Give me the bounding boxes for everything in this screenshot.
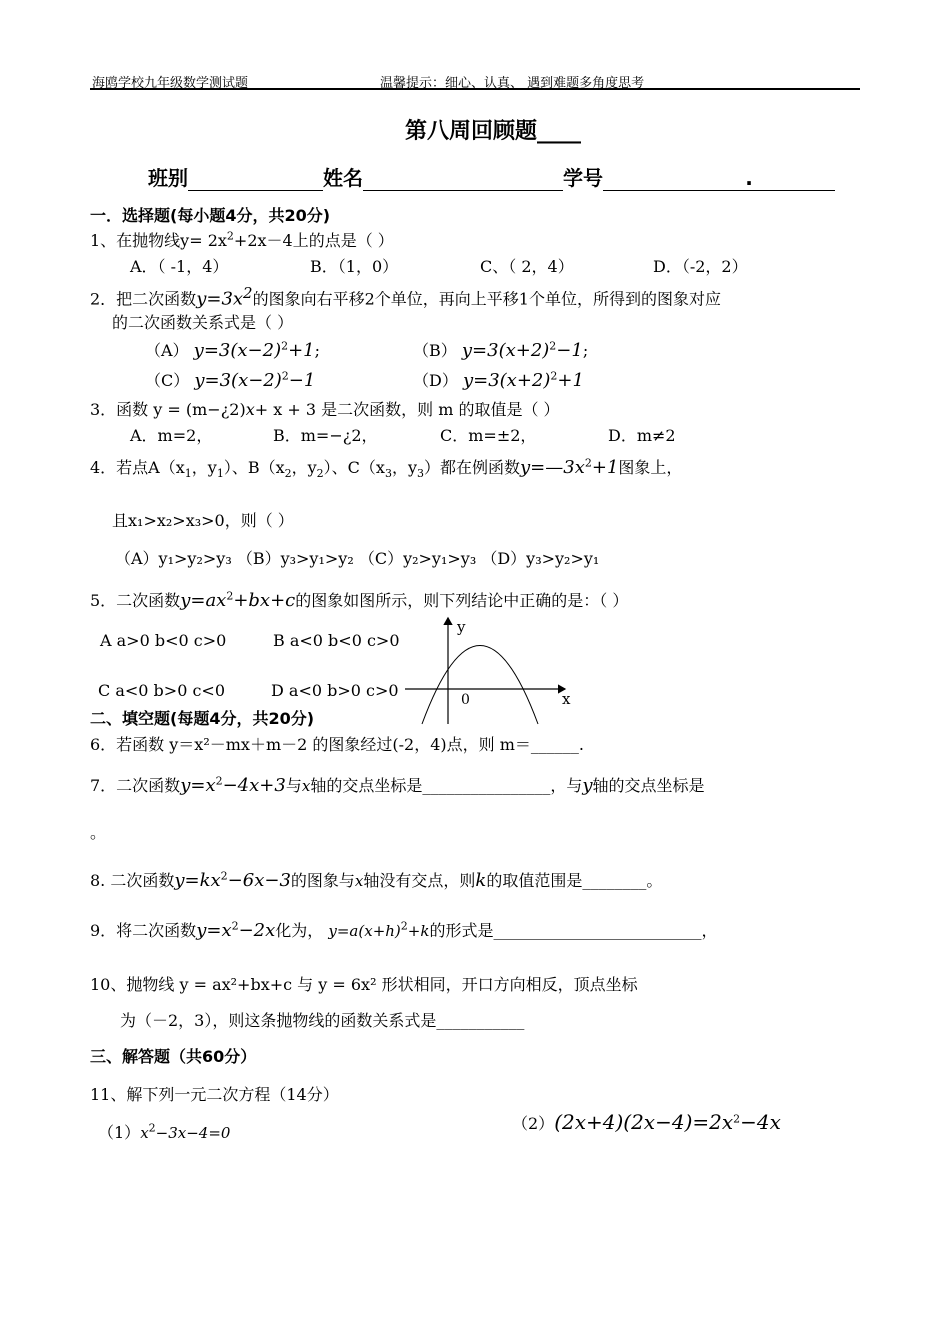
q5-option-c: C a<0 b>0 c<0 — [98, 681, 225, 700]
section-1-heading: 一．选择题(每小题4分，共20分) — [90, 206, 331, 225]
q2-option-b: （B） $y=3(x+2)^2-1$; — [413, 339, 589, 361]
q11-part1: $(1)x^2-3x-4=0$ — [98, 1121, 231, 1142]
q5-stem: 5．二次函数$y=ax^2+bx+c$的图象如图所示，则下列结论中正确的是：（ ） — [90, 589, 629, 611]
q1-option-d: D．（-2，2） — [653, 257, 748, 276]
name-field[interactable] — [363, 166, 563, 191]
q2-stem-line2: 的二次函数关系式是（ ） — [112, 313, 294, 332]
section-3-heading: 三、解答题（共60分） — [90, 1047, 257, 1066]
q3-option-d: D．m≠2 — [608, 426, 676, 445]
q5-parabola-graph — [400, 612, 590, 727]
q5-option-b: B a<0 b<0 c>0 — [273, 631, 400, 650]
q4-stem: 4．若点$A(x_1$，$y_1$）、$B(x_2$，$y_2$）、$C(x_3$，$y_3$）都在例函数$y=—3x^2+1$图象上， — [90, 456, 683, 481]
q5-option-a: A a>0 b<0 c>0 — [100, 631, 227, 650]
q4-condition: 且x₁>x₂>x₃>0，则（ ） — [112, 511, 294, 530]
q5-option-d: D a<0 b>0 c>0 — [271, 681, 399, 700]
q10-line1: 10、抛物线 y = ax²+bx+c 与 y = 6x² 形状相同，开口方向相反，顶点坐标 — [90, 975, 638, 994]
id-label: 学号 — [563, 166, 603, 190]
q2-option-a: （A） $y=3(x-2)^2+1$; — [145, 339, 321, 361]
q1-option-b: B．（1，0） — [310, 257, 399, 276]
q3-stem: 3．函数 y = (m−¿2)x+ x + 3 是二次函数，则 m 的取值是（ ） — [90, 400, 560, 419]
q6: 6．若函数 y＝x²－mx＋m－2 的图象经过(-2，4)点，则 m＝______. — [90, 735, 584, 754]
y-axis-label: y — [457, 618, 466, 636]
q2-option-c: （C） $y=3(x-2)^2-1$ — [145, 369, 316, 391]
header-left: 海鸥学校九年级数学测试题 — [92, 76, 249, 91]
class-label: 班别 — [148, 166, 188, 190]
origin-label: 0 — [461, 692, 470, 708]
q3-option-b: B．m=−¿2， — [273, 426, 378, 445]
info-line — [148, 162, 835, 191]
q3-option-a: A．m=2， — [130, 426, 213, 445]
q8: 8. 二次函数$y=kx^2-6x-3$的图象与x轴没有交点，则k的取值范围是________。 — [90, 869, 663, 891]
page-title: 第八周回顾题____ — [405, 119, 582, 144]
q2-stem-line1: 2．把二次函数$y=3x^2$的图象向右平移2个单位，再向上平移1个单位，所得到的图象对应 — [90, 284, 721, 310]
header-right: 温馨提示：细心、认真、 遇到难题多角度思考 — [380, 76, 645, 91]
q9: 9．将二次函数$y=x^2-2x$化为， $y=a(x+h)^2+k$的形式是__________________________， — [90, 919, 718, 941]
parabola-curve — [422, 646, 538, 725]
id-field[interactable]: . — [603, 166, 835, 191]
q2-option-d: （D） $y=3(x+2)^2+1$ — [413, 369, 584, 391]
name-label: 姓名 — [323, 166, 363, 190]
x-axis-label: x — [562, 690, 571, 708]
q11-part2: $(2)(2x+4)(2x-4)=2x^2-4x$ — [512, 1110, 781, 1134]
q4-options: （A）y₁>y₂>y₃ （B）y₃>y₁>y₂ （C）y₂>y₁>y₃ （D）y₃>y₂>y₁ — [115, 549, 600, 568]
q7-end: 。 — [90, 823, 107, 842]
q10-line2: 为（－2，3），则这条抛物线的函数关系式是___________ — [120, 1011, 525, 1030]
q11-stem: 11、解下列一元二次方程（14分） — [90, 1085, 339, 1104]
q1-option-c: C、（ 2，4） — [480, 257, 574, 276]
header-rule — [90, 88, 860, 90]
section-2-heading: 二、填空题(每题4分，共20分) — [90, 709, 315, 728]
q7: 7．二次函数$y=x^2-4x+3$与x轴的交点坐标是________________，与y轴的交点坐标是 — [90, 774, 705, 796]
q3-option-c: C．m=±2， — [440, 426, 537, 445]
class-field[interactable] — [188, 166, 323, 191]
q1-option-a: A．（ -1，4） — [130, 257, 229, 276]
q1-stem: 1、在抛物线$y= 2x^2+2x-4$上的点是（ ） — [90, 229, 394, 250]
